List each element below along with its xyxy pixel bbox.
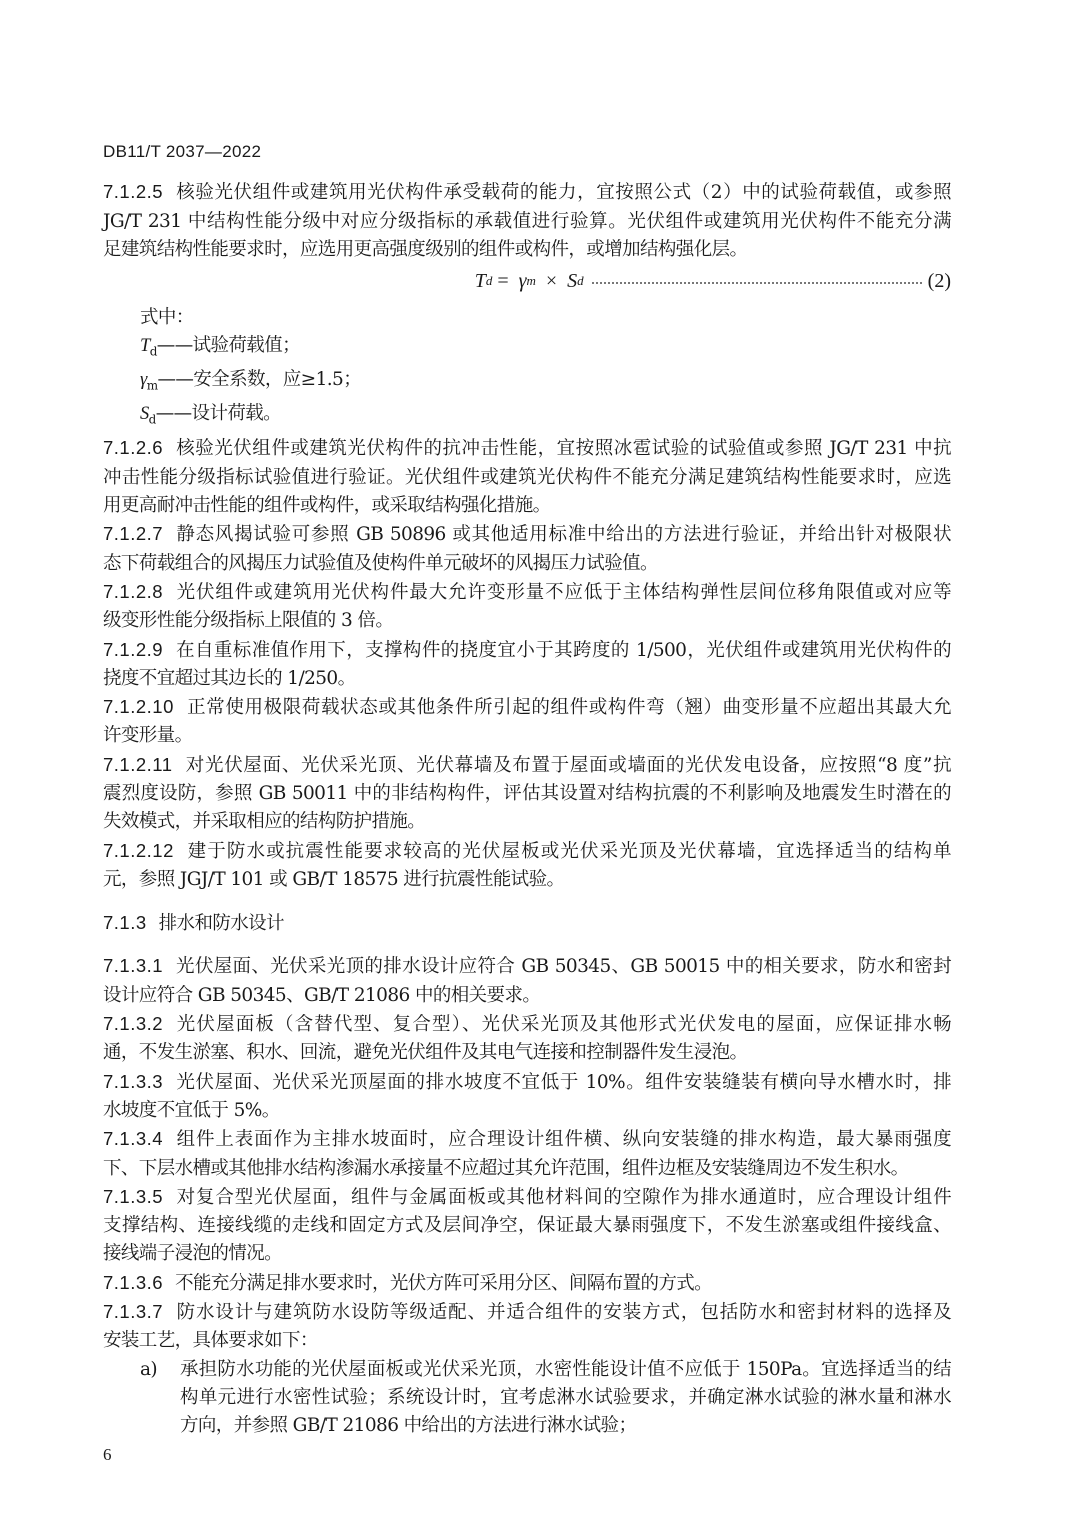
formula-2 [103,266,951,296]
clause [103,1125,951,1183]
line-text: 震烈度设防，参照 GB 50011 中的非结构构件，评估其设置对结构抗震的不利影响及地震发生时潜在的 [103,783,951,804]
text-line [103,1356,951,1384]
line-text: 对光伏屋面、光伏采光顶、光伏幕墙及布置于屋面或墙面的光伏发电设备，应按照“8 度”抗 [184,754,951,776]
line-text: 光伏组件或建筑用光伏构件最大允许变形量不应低于主体结构弹性层间位移角限值或对应等 [175,581,951,603]
list-label: a) [140,1358,158,1380]
text-line [103,722,951,750]
clause [103,1183,951,1269]
line-text: 挠度不宜超过其边长的 1/250。 [103,667,356,689]
formula-operator: = [497,270,509,293]
clause-number: 7.1.3.6 [103,1271,164,1293]
clauses-7-1-2 [103,434,951,894]
symbol: T [140,336,150,357]
text-line [103,1039,951,1067]
clause-number: 7.1.3.2 [103,1013,164,1035]
text-line [103,178,951,207]
clause-number: 7.1.2.10 [103,696,174,718]
line-text: 支撑结构、连接线缆的走线和固定方式及层间净空，保证最大暴雨强度下，不发生淤塞或组件接线盒、 [103,1215,951,1237]
clause-number: 7.1.2.8 [103,580,164,602]
line-text: 足建筑结构性能要求时，应选用更高强度级别的组件或构件，或增加结构强化层。 [103,238,748,260]
line-text: 组件上表面作为主排水坡面时，应合理设计组件横、纵向安装缝的排水构造，最大暴雨强度 [175,1129,951,1151]
text-line [103,607,951,635]
symbol-subscript: d [149,345,157,360]
text-line [103,464,951,492]
line-text: 光伏屋面、光伏采光顶屋面的排水坡度不宜低于 10%。组件安装缝装有横向导水槽水时，排 [175,1071,951,1093]
text-line [103,866,951,894]
clause [103,837,951,895]
text-line [103,208,951,236]
clause-number: 7.1.2.7 [103,523,164,545]
line-text: 元，参照 JGJ/T 101 或 GB/T 18575 进行抗震性能试验。 [103,868,565,890]
line-text: 失效模式，并采取相应的结构防护措施。 [103,811,426,833]
formula-symbol: γ [518,270,527,293]
text-line [103,780,951,808]
line-text: JG/T 231 中结构性能分级中对应分级指标的承载值进行验算。光伏组件或建筑用光伏构件不能充分满 [103,210,951,232]
text-line [103,1068,951,1097]
text-line [103,550,951,578]
clause [103,751,951,837]
line-text: 方向，并参照 GB/T 21086 中给出的方法进行淋水试验； [180,1415,637,1437]
clause-number: 7.1.2.11 [103,753,173,775]
clause-number: 7.1.3.1 [103,955,164,977]
clause [103,693,951,751]
text-line [103,1412,951,1440]
text-line [103,434,951,463]
clause [103,1269,951,1298]
requirement-list [103,1356,951,1441]
text-line [103,665,951,693]
section-title: 排水和防水设计 [158,913,284,935]
clause [103,1010,951,1068]
text-line [103,1010,951,1039]
clause-number: 7.1.3.3 [103,1070,164,1092]
clause [103,1068,951,1126]
line-text: 态下荷载组合的风揭压力试验值及使构件单元破坏的风揭压力试验值。 [103,552,658,574]
where-item [103,366,951,400]
formula-subscript: d [485,273,493,289]
document-page [103,138,951,1469]
clause [103,1298,951,1356]
line-text: 安装工艺，具体要求如下： [103,1330,318,1352]
clause [103,434,951,520]
line-text: 对复合型光伏屋面，组件与金属面板或其他材料间的空隙作为排水通道时，应合理设计组件 [175,1186,951,1208]
clause-number: 7.1.2.5 [103,181,164,203]
line-text: 水坡度不宜低于 5%。 [103,1099,280,1121]
text-line [103,236,951,264]
line-text: 核验光伏组件或建筑用光伏构件承受载荷的能力，宜按照公式（2）中的试验荷载值，或参照 [175,182,951,204]
line-text: 通，不发生淤塞、积水、回流，避免光伏组件及其电气连接和控制器件发生浸泡。 [103,1042,748,1064]
line-text: 建于防水或抗震性能要求较高的光伏屋板或光伏采光顶及光伏幕墙，宜选择适当的结构单 [185,840,951,862]
text-line [103,520,951,549]
symbol-description: ——试验荷载值； [156,335,300,357]
clause-number: 7.1.3.7 [103,1301,164,1323]
symbol-description: ——安全系数，应≥1.5； [157,369,362,391]
line-text: 光伏屋面板（含替代型、复合型）、光伏采光顶及其他形式光伏发电的屋面，应保证排水畅 [175,1014,951,1036]
clause-number: 7.1.2.12 [103,839,174,861]
text-line [103,578,951,607]
symbol-description: ——设计荷载。 [155,403,282,425]
clauses-7-1-3 [103,952,951,1355]
formula-subscript: d [577,273,584,289]
clause [103,578,951,636]
line-text: 承担防水功能的光伏屋面板或光伏采光顶，水密性能设计值不应低于 150Pa。宜选择适当的结 [180,1358,951,1380]
page-number: 6 [103,1444,112,1464]
line-text: 用更高耐冲击性能的组件或构件，或采取结构强化措施。 [103,495,551,517]
text-line [103,751,951,780]
clause [103,178,951,264]
line-text: 设计应符合 GB 50345、GB/T 21086 中的相关要求。 [103,984,541,1006]
text-line [103,1212,951,1240]
formula-subscript: m [526,273,536,289]
line-text: 许变形量。 [103,725,193,747]
text-line [103,1298,951,1327]
text-line [103,1384,951,1412]
text-line [103,636,951,665]
where-intro: 式中： [140,307,194,329]
text-line [103,1327,951,1355]
line-text: 防水设计与建筑防水设防等级适配、并适合组件的安装方式，包括防水和密封材料的选择及 [175,1302,951,1324]
text-line [103,492,951,520]
clause [103,952,951,1010]
line-text: 冲击性能分级指标试验值进行验证。光伏组件或建筑光伏构件不能充分满足建筑结构性能要求时，应选 [103,466,951,488]
text-line [103,1183,951,1212]
line-text: 光伏屋面、光伏采光顶的排水设计应符合 GB 50345、GB 50015 中的相关要求，防水和密封 [175,956,951,978]
clause-number: 7.1.3.5 [103,1185,164,1207]
line-text: 在自重标准值作用下，支撑构件的挠度宜小于其跨度的 1/500，光伏组件或建筑用光伏构件的 [175,639,951,661]
text-line [103,1155,951,1183]
formula-symbol: S [567,270,578,293]
text-line [103,1097,951,1125]
document-header: DB11/T 2037—2022 [103,142,262,161]
line-text: 正常使用极限荷载状态或其他条件所引起的组件或构件弯（翘）曲变形量不应超出其最大允 [185,697,951,719]
clause-number: 7.1.2.9 [103,638,164,660]
where-item [103,400,951,434]
where-list [103,332,951,434]
line-text: 不能充分满足排水要求时，光伏方阵可采用分区、间隔布置的方式。 [175,1272,713,1294]
text-line [103,693,951,722]
text-line [103,1240,951,1268]
text-line [103,808,951,836]
section-number: 7.1.3 [103,912,147,934]
text-line [103,952,951,981]
symbol: S [140,404,149,425]
text-line [103,1269,951,1298]
line-text: 核验光伏组件或建筑光伏构件的抗冲击性能，宜按照冰雹试验的试验值或参照 JG/T 231 中抗 [175,438,951,460]
clause-number: 7.1.2.6 [103,437,164,459]
section-heading-7-1-3 [103,909,951,938]
text-line [103,1125,951,1154]
clause-7-1-2-5 [103,178,951,264]
clause [103,520,951,578]
symbol-subscript: d [148,413,156,428]
line-text: 接线端子浸泡的情况。 [103,1243,283,1265]
line-text: 构单元进行水密性试验；系统设计时，宜考虑淋水试验要求，并确定淋水试验的淋水量和淋水 [180,1386,951,1408]
symbol: γ [140,370,147,391]
symbol-subscript: m [146,379,158,394]
formula-symbol: T [474,270,486,293]
text-line [103,837,951,866]
formula-number: (2) [927,270,951,293]
dot-leader [592,282,922,284]
formula-operator: × [545,270,558,293]
clause [103,636,951,694]
line-text: 级变形性能分级指标上限值的 3 倍。 [103,610,394,632]
line-text: 下、下层水槽或其他排水结构渗漏水承接量不应超过其允许范围，组件边框及安装缝周边不发生积水。 [103,1157,909,1179]
where-item [103,332,951,366]
text-line [103,982,951,1010]
clause-number: 7.1.3.4 [103,1128,164,1150]
list-item [103,1356,951,1441]
line-text: 静态风揭试验可参照 GB 50896 或其他适用标准中给出的方法进行验证，并给出针对极限状 [175,524,951,546]
